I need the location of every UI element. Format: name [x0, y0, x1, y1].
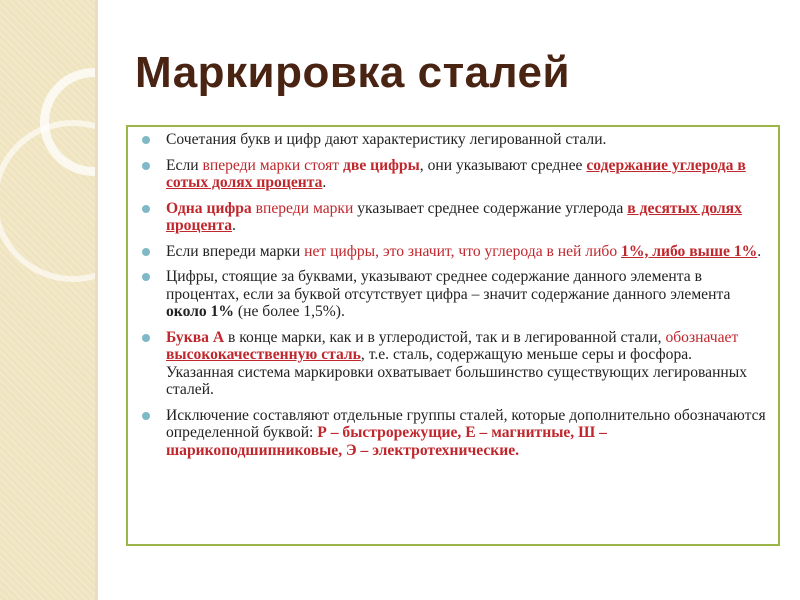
bullet-item	[140, 268, 768, 321]
text-segment: , они указывают среднее	[419, 156, 587, 174]
bullet-item	[140, 243, 768, 261]
text-segment: обозначает	[665, 328, 739, 346]
text-segment: Исключение составляют отдельные группы сталей, которые дополнительно обозначаются определенной буквой:	[166, 406, 766, 441]
text-segment: , т.е. сталь, содержащую меньше серы и фосфора.	[360, 346, 693, 363]
text-segment: нет цифры, это значит, что углерода в ней либо	[304, 242, 622, 260]
bullet-item	[140, 200, 768, 235]
bullet-item	[140, 329, 768, 399]
text-segment: 1%, либо выше 1%	[621, 242, 758, 260]
text-segment: две цифры	[343, 156, 420, 174]
text-segment: в десятых долях процента	[166, 199, 742, 234]
text-segment: .	[232, 217, 236, 234]
bullet-dot-icon	[142, 412, 150, 420]
bullet-item	[140, 407, 768, 460]
bullet-dot-icon	[142, 205, 150, 213]
text-segment: .	[322, 174, 327, 191]
text-segment: высококачественную сталь	[166, 346, 361, 363]
content-box	[126, 125, 780, 546]
bullet-dot-icon	[142, 136, 150, 144]
text-segment: Р – быстрорежущие, Е – магнитные, Ш – шарикоподшипниковые, Э – электротехнические.	[166, 424, 607, 459]
text-segment: Если	[166, 156, 203, 174]
bullet-dot-icon	[142, 248, 150, 256]
text-segment: Одна цифра	[166, 199, 252, 217]
side-panel-edge	[95, 0, 98, 600]
bullet-dot-icon	[142, 162, 150, 170]
bullet-item	[140, 131, 768, 149]
text-segment: Указанная система маркировки охватывает большинство существующих легированных сталей.	[166, 363, 748, 398]
slide-title: Маркировка сталей	[135, 48, 571, 97]
decorative-side-panel	[0, 0, 95, 600]
text-segment: (не более 1,5%).	[234, 303, 345, 320]
bullet-dot-icon	[142, 334, 150, 342]
text-segment: указывает среднее содержание углерода	[353, 199, 628, 217]
text-segment: .	[757, 242, 762, 260]
bullet-item	[140, 157, 768, 192]
text-segment: содержание углерода в сотых долях процента	[166, 156, 746, 191]
text-segment: Цифры, стоящие за буквами, указывают среднее содержание данного элемента в процентах, если за буквой отсутствует цифра – значит содержание данного элемента	[166, 268, 731, 303]
text-segment: Сочетания букв и цифр дают характеристику легированной стали.	[166, 131, 607, 148]
text-segment: впереди марки	[251, 199, 354, 217]
bullet-list	[140, 131, 768, 459]
text-segment: около 1%	[166, 303, 235, 320]
bullet-dot-icon	[142, 273, 150, 281]
text-segment: в конце марки, как и в углеродистой, так и в легированной стали,	[224, 328, 666, 346]
text-segment: впереди марки стоят	[202, 156, 344, 174]
text-segment: Буква А	[166, 328, 225, 346]
decorative-ring	[0, 120, 95, 282]
text-segment: Если впереди марки	[166, 242, 305, 260]
